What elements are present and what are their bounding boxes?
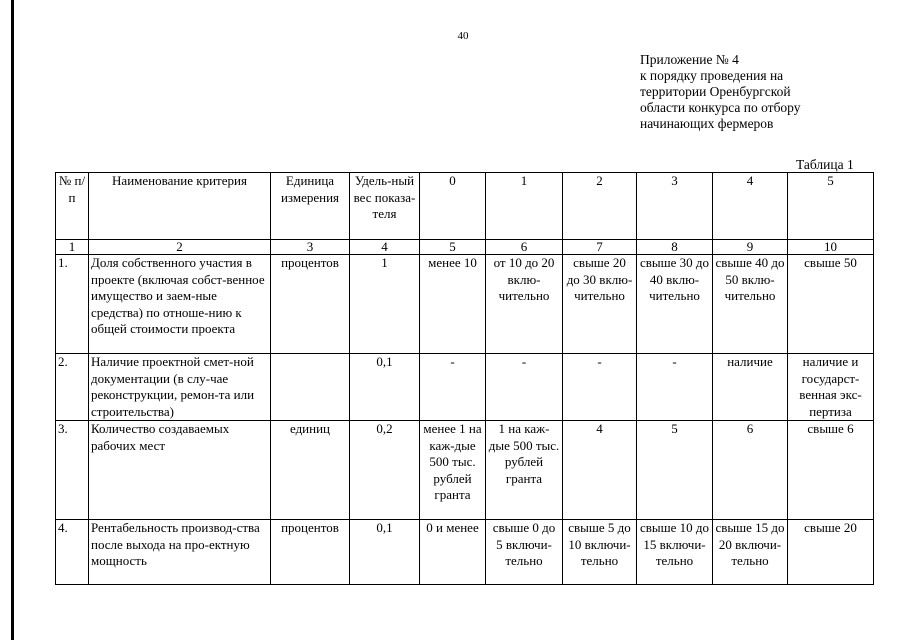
score-cell: свыше 20: [788, 520, 874, 585]
column-number-cell: 4: [350, 240, 420, 255]
column-number-cell: 6: [486, 240, 563, 255]
table-row: [56, 354, 874, 421]
header-cell: Наименование критерия: [89, 173, 271, 240]
score-cell: наличие: [713, 354, 788, 421]
column-number-row: [56, 240, 874, 255]
score-cell: 0 и менее: [420, 520, 486, 585]
score-cell: свыше 5 до 10 включи-тельно: [563, 520, 637, 585]
column-number-cell: 9: [713, 240, 788, 255]
table-row: [56, 255, 874, 354]
header-cell: 3: [637, 173, 713, 240]
unit-cell: единиц: [271, 421, 350, 520]
score-cell: свыше 50: [788, 255, 874, 354]
header-cell: 5: [788, 173, 874, 240]
header-cell: 2: [563, 173, 637, 240]
column-number-cell: 7: [563, 240, 637, 255]
score-cell: -: [420, 354, 486, 421]
score-cell: свыше 15 до 20 включи-тельно: [713, 520, 788, 585]
column-number-cell: 8: [637, 240, 713, 255]
header-cell: 0: [420, 173, 486, 240]
table-label: Таблица 1: [796, 157, 854, 172]
header-cell: 4: [713, 173, 788, 240]
weight-cell: 1: [350, 255, 420, 354]
score-cell: свыше 10 до 15 включи-тельно: [637, 520, 713, 585]
weight-cell: 0,1: [350, 354, 420, 421]
appendix-line: области конкурса по отбору: [640, 100, 801, 115]
weight-cell: 0,1: [350, 520, 420, 585]
criteria-table: [55, 172, 874, 585]
score-cell: свыше 30 до 40 вклю-чительно: [637, 255, 713, 354]
header-row: [56, 173, 874, 240]
score-cell: -: [637, 354, 713, 421]
unit-cell: [271, 354, 350, 421]
column-number-cell: 5: [420, 240, 486, 255]
column-number-cell: 2: [89, 240, 271, 255]
appendix-line: к порядку проведения на: [640, 68, 784, 83]
score-cell: свыше 6: [788, 421, 874, 520]
score-cell: свыше 40 до 50 вклю-чительно: [713, 255, 788, 354]
criterion-name: Наличие проектной смет-ной документации (в слу-чае реконструкции, ремон-та или строительства): [89, 354, 271, 421]
page-number: 40: [457, 30, 469, 42]
row-number: 4.: [56, 520, 89, 585]
criterion-name: Доля собственного участия в проекте (включая собст-венное имущество и заем-ные средства) по отноше-нию к общей стоимости проекта: [89, 255, 271, 354]
header-cell: 1: [486, 173, 563, 240]
row-number: 3.: [56, 421, 89, 520]
criterion-name: Рентабельность производ-ства после выхода на про-ектную мощность: [89, 520, 271, 585]
header-cell: № п/п: [56, 173, 89, 240]
appendix-line: начинающих фермеров: [640, 116, 774, 131]
score-cell: менее 10: [420, 255, 486, 354]
header-cell: Удель-ный вес показа-теля: [350, 173, 420, 240]
score-cell: свыше 20 до 30 вклю-чительно: [563, 255, 637, 354]
score-cell: -: [563, 354, 637, 421]
score-cell: от 10 до 20 вклю-чительно: [486, 255, 563, 354]
score-cell: 1 на каж-дые 500 тыс. рублей гранта: [486, 421, 563, 520]
table-row: [56, 520, 874, 585]
score-cell: менее 1 на каж-дые 500 тыс. рублей гранта: [420, 421, 486, 520]
appendix-heading: [640, 52, 880, 132]
score-cell: -: [486, 354, 563, 421]
table-row: [56, 421, 874, 520]
score-cell: 6: [713, 421, 788, 520]
unit-cell: процентов: [271, 255, 350, 354]
appendix-line: территории Оренбургской: [640, 84, 791, 99]
weight-cell: 0,2: [350, 421, 420, 520]
row-number: 2.: [56, 354, 89, 421]
column-number-cell: 1: [56, 240, 89, 255]
score-cell: 4: [563, 421, 637, 520]
column-number-cell: 10: [788, 240, 874, 255]
unit-cell: процентов: [271, 520, 350, 585]
score-cell: 5: [637, 421, 713, 520]
appendix-line: Приложение № 4: [640, 52, 739, 67]
score-cell: свыше 0 до 5 включи-тельно: [486, 520, 563, 585]
header-cell: Единица измерения: [271, 173, 350, 240]
scan-edge-bar: [11, 0, 14, 640]
column-number-cell: 3: [271, 240, 350, 255]
criterion-name: Количество создаваемых рабочих мест: [89, 421, 271, 520]
row-number: 1.: [56, 255, 89, 354]
score-cell: наличие и государст-венная экс-пертиза: [788, 354, 874, 421]
